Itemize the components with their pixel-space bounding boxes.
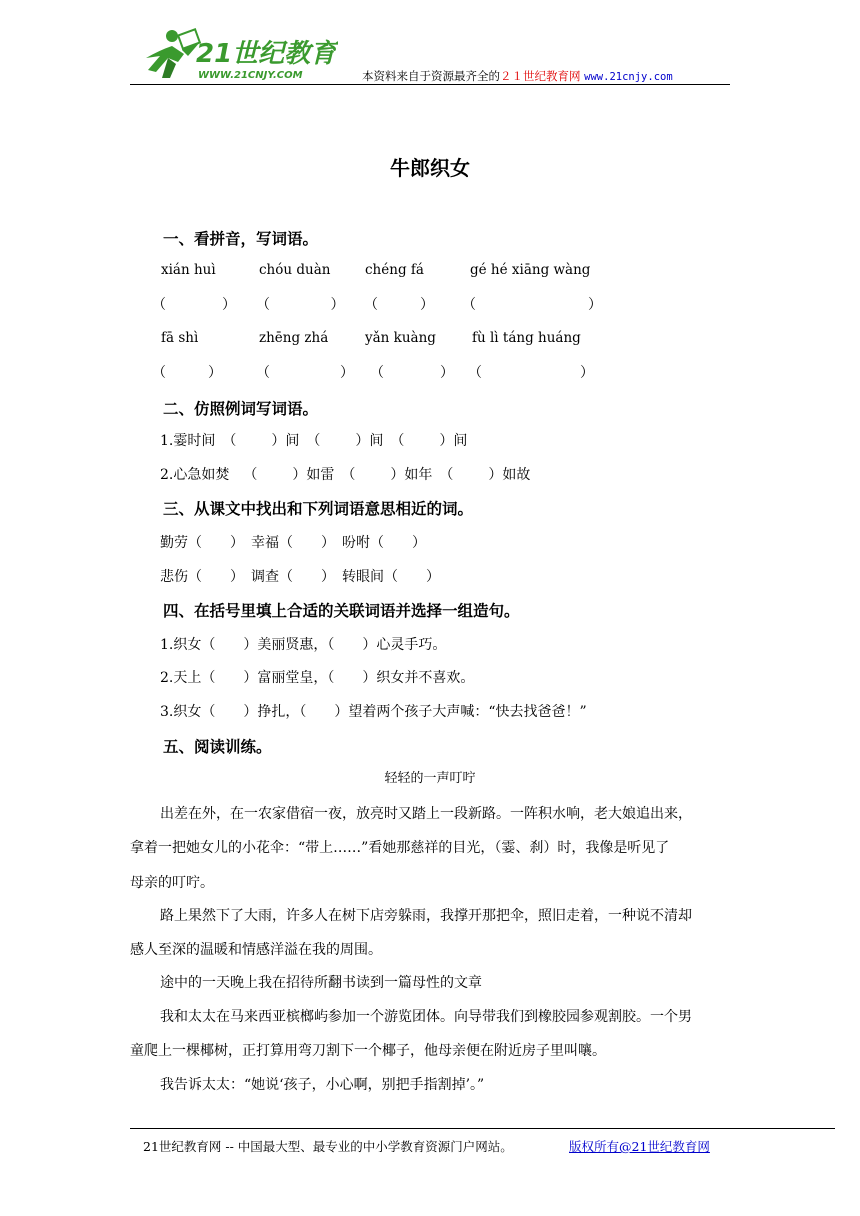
text: 望着两个孩子大声喊：“快去找爸爸！” (348, 704, 587, 720)
fill-suffix: 间 (453, 433, 468, 449)
fill-suffix: 如故 (502, 467, 531, 483)
pinyin-item: yǎn kuàng (365, 330, 436, 346)
footer-text: 21世纪教育网 -- 中国最大型、最专业的中小学教育资源门户网站。 (143, 1139, 513, 1154)
fill-suffix: 如年 (404, 467, 433, 483)
word: 悲伤 (160, 569, 188, 585)
site-logo (138, 28, 338, 84)
header-note (362, 68, 673, 84)
text: 心灵手巧。 (376, 637, 447, 653)
answer-bracket[interactable]: （ ） (468, 365, 594, 381)
word: 调查 (251, 569, 279, 585)
runner-icon (146, 29, 200, 78)
word: 吩咐 (342, 535, 370, 551)
copyright-link[interactable]: 版权所有@21世纪教育网 (569, 1139, 710, 1154)
paragraph-line: 路上果然下了大雨，许多人在树下店旁躲雨，我撑开那把伞，照旧走着，一种说不清却 (160, 908, 692, 924)
word: 转眼间 (342, 569, 384, 585)
text: 1.织女 (160, 637, 202, 653)
header-rule (130, 84, 730, 85)
conjunction-line: 2.天上（ ）富丽堂皇，（ ）织女并不喜欢。 (160, 670, 475, 686)
pinyin-item: fù lì táng huáng (472, 330, 581, 346)
answer-bracket[interactable]: （ ） (152, 365, 222, 381)
fill-suffix: 如雷 (306, 467, 335, 483)
word: 勤劳 (160, 535, 188, 551)
fill-suffix: 间 (369, 433, 384, 449)
paragraph-line: 感人至深的温暖和情感洋溢在我的周围。 (130, 942, 382, 958)
pinyin-item: chéng fá (365, 262, 424, 278)
pinyin-item: gé hé xiāng wàng (470, 262, 591, 278)
header-url-link[interactable]: www.21cnjy.com (584, 71, 673, 83)
text: 美丽贤惠， (257, 637, 328, 653)
pinyin-item: chóu duàn (259, 262, 331, 278)
pinyin-item: fā shì (161, 330, 199, 346)
text: 织女并不喜欢。 (376, 670, 475, 686)
page-title: 牛郎织女 (390, 156, 470, 180)
pinyin-item: zhēng zhá (259, 330, 329, 346)
logo-url: WWW.21CNJY.COM (198, 70, 303, 81)
section1-heading: 一、看拼音，写词语。 (163, 229, 319, 248)
answer-bracket[interactable]: （ ） (370, 365, 454, 381)
paragraph-line: 我告诉太太：“她说‘孩子，小心啊，别把手指割掉’。” (160, 1077, 485, 1093)
text: 3.织女 (160, 704, 202, 720)
text: 2.天上 (160, 670, 202, 686)
answer-bracket[interactable]: （ ） (256, 365, 354, 381)
answer-bracket[interactable]: （ ） (152, 297, 236, 313)
synonym-row: 勤劳（ ） 幸福（ ） 吩咐（ ） (160, 535, 426, 551)
section2-heading: 二、仿照例词写词语。 (163, 399, 319, 418)
example-word: 1.霎时间 (160, 433, 216, 449)
text: 富丽堂皇， (257, 670, 328, 686)
synonym-row: 悲伤（ ） 调查（ ） 转眼间（ ） (160, 569, 440, 585)
answer-bracket[interactable]: （ ） (462, 297, 602, 313)
paragraph-line: 途中的一天晚上我在招待所翻书读到一篇母性的文章 (160, 975, 482, 991)
section4-heading: 四、在括号里填上合适的关联词语并选择一组造句。 (163, 601, 520, 620)
paragraph-line: 拿着一把她女儿的小花伞：“带上……”看她那慈祥的目光，（霎、刹）时，我像是听见了 (130, 840, 670, 856)
paragraph-line: 母亲的叮咛。 (130, 875, 214, 891)
exercise-line: 1.霎时间 （ ）间 （ ）间 （ ）间 (160, 433, 468, 449)
paragraph-line: 我和太太在马来西亚槟榔屿参加一个游览团体。向导带我们到橡胶园参观割胶。一个男 (160, 1009, 692, 1025)
word: 幸福 (251, 535, 279, 551)
header-note-prefix: 本资料来自于资源最齐全的 (362, 69, 500, 83)
section5-heading: 五、阅读训练。 (163, 737, 272, 756)
paragraph-line: 童爬上一棵椰树，正打算用弯刀割下一个椰子，他母亲便在附近房子里叫嚷。 (130, 1043, 606, 1059)
header-brand: ２１世纪教育网 (500, 69, 581, 83)
logo-text: 21世纪教育 (196, 39, 337, 69)
answer-bracket[interactable]: （ ） (256, 297, 345, 313)
example-word: 2.心急如焚 (160, 467, 230, 483)
conjunction-line: 1.织女（ ）美丽贤惠，（ ）心灵手巧。 (160, 637, 447, 653)
section3-heading: 三、从课文中找出和下列词语意思相近的词。 (163, 499, 474, 518)
paragraph-line: 出差在外，在一农家借宿一夜，放亮时又踏上一段新路。一阵积水响，老大娘追出来， (160, 806, 692, 822)
answer-bracket[interactable]: （ ） (364, 297, 434, 313)
passage-title: 轻轻的一声叮咛 (384, 771, 476, 786)
fill-suffix: 间 (285, 433, 300, 449)
pinyin-item: xián huì (161, 262, 216, 278)
text: 挣扎， (257, 704, 300, 720)
footer-rule (130, 1128, 835, 1129)
conjunction-line: 3.织女（ ）挣扎，（ ）望着两个孩子大声喊：“快去找爸爸！” (160, 704, 587, 720)
exercise-line: 2.心急如焚 （ ）如雷 （ ）如年 （ ）如故 (160, 467, 531, 483)
